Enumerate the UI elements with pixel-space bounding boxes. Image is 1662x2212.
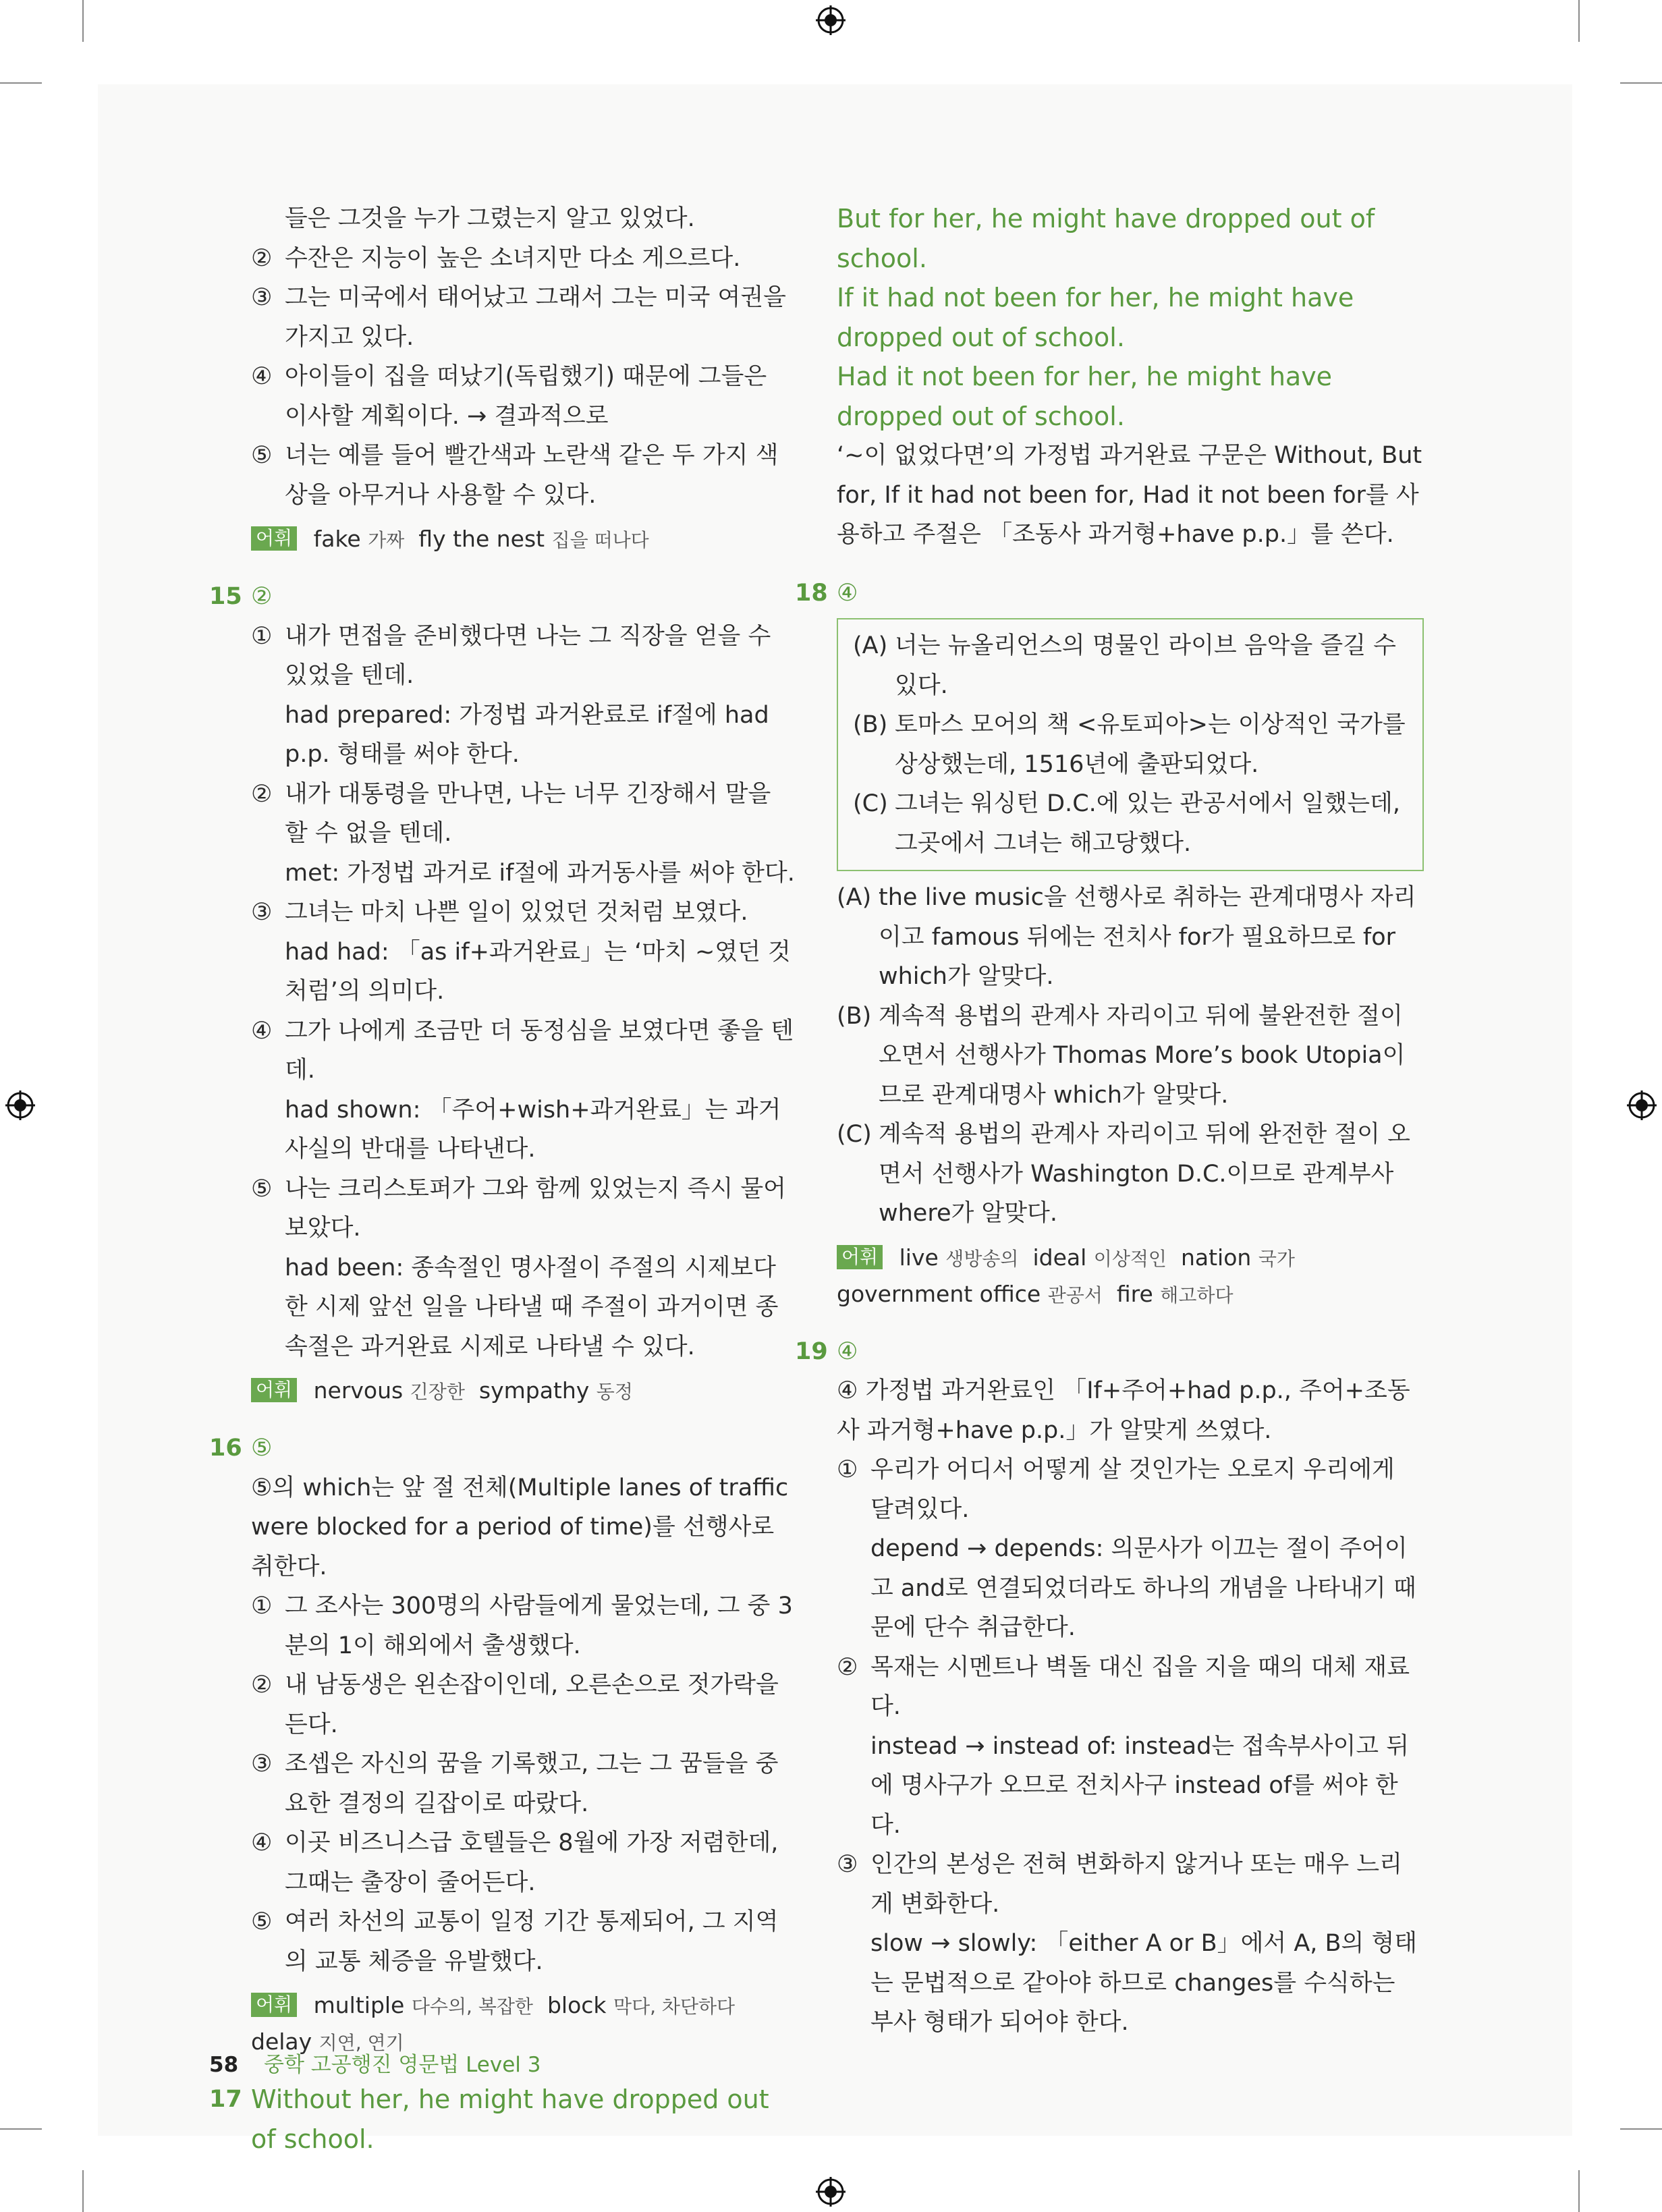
item-marker: ② [251,1671,273,1698]
item-marker: (B) [837,1002,872,1030]
vocab-meaning: 집을 떠나다 [551,529,649,551]
crop-mark [0,2128,42,2130]
answer-alternative: If it had not been for her, he might have dropped out of school. [837,283,1354,352]
vocab-meaning: 이상적인 [1093,1247,1167,1270]
vocab-word: fly the nest [418,526,545,552]
item-text: 우리가 어디서 어떻게 살 것인가는 오로지 우리에게 달려있다. [870,1456,1395,1523]
item-marker: ③ [251,284,273,311]
question-number: 19 [795,1337,828,1365]
vocab-tag: 어휘 [251,1993,297,2017]
vocab-word: multiple [313,1992,405,2018]
item-note: slow → slowly: 「either A or B」에서 A, B의 형태는 문법적으로 같아야 하므로 changes를 수식하는 부사 형태가 되어야 한다. [870,1930,1418,2036]
item-note: had shown: 「주어+wish+과거완료」는 과거 사실의 반대를 나타낸다. [285,1096,781,1163]
vocab-meaning: 지연, 연기 [318,2032,404,2054]
registration-mark-icon [816,5,846,35]
registration-mark-icon [1627,1090,1657,1120]
explanation: ‘~이 없었다면’의 가정법 과거완료 구문은 Without, But for, If it had not been for, Had it not been for를 사용하고 주절은 「조동사 과거형+have p.p.」를 쓴다. [837,442,1422,548]
registration-mark-icon [816,2177,846,2207]
vocab-meaning: 동정 [596,1381,633,1403]
list-item [209,893,796,933]
item-marker: ⑤ [251,1175,273,1202]
item-marker: ① [251,622,273,650]
item-marker: ③ [251,1750,273,1777]
vocab-word: fire [1116,1280,1153,1307]
item-marker: ① [837,1456,858,1483]
item-marker: (A) [853,632,888,659]
item-text: 아이들이 집을 떠났기(독립했기) 때문에 그들은 이사할 계획이다. → 결과적으로 [285,363,767,430]
list-item [209,1586,796,1665]
list-item [209,1823,796,1902]
vocab-box [209,522,796,558]
vocab-box [837,1240,1424,1313]
item-marker: ⑤ [251,442,273,469]
item-marker: (C) [837,1121,872,1148]
list-item [209,617,796,696]
item-marker: (A) [837,884,872,911]
box-item [853,784,1409,863]
vocab-word: sympathy [478,1377,590,1404]
answer: ④ [837,579,858,607]
answer: ② [251,583,273,610]
answer: Without her, he might have dropped out of school. [251,2084,769,2154]
vocab-word: ideal [1032,1244,1087,1271]
question-number: 17 [209,2086,242,2113]
list-item [837,997,1424,1115]
question-number: 16 [209,1435,242,1462]
vocab-tag: 어휘 [251,526,297,551]
registration-mark-icon [5,1090,35,1120]
question-number: 15 [209,583,242,610]
list-item [209,775,796,854]
crop-mark [1620,82,1662,84]
question-header [795,1332,1424,1372]
item-text: 내가 대통령을 만나면, 나는 너무 긴장해서 말을 할 수 없을 텐데. [285,780,771,847]
item-text: 계속적 용법의 관계사 자리이고 뒤에 불완전한 절이 오면서 선행사가 Thomas More’s book Utopia이므로 관계대명사 which가 알맞다. [879,1002,1406,1109]
vocab-meaning: 해고하다 [1160,1283,1234,1306]
vocab-word: nation [1180,1244,1252,1271]
list-item [837,1450,1424,1529]
vocab-word: block [547,1992,607,2018]
vocab-tag: 어휘 [251,1378,297,1402]
item-text: 그가 나에게 조금만 더 동정심을 보였다면 좋을 텐데. [285,1017,794,1084]
item-text: 이곳 비즈니스급 호텔들은 8월에 가장 저렴한데, 그때는 출장이 줄어든다. [285,1829,779,1896]
item-text: 그녀는 마치 나쁜 일이 있었던 것처럼 보였다. [285,899,748,926]
list-item [837,1845,1424,1924]
item-text: 토마스 모어의 책 <유토피아>는 이상적인 국가를 상상했는데, 1516년에 출판되었다. [895,711,1406,778]
list-item [837,1115,1424,1234]
left-column [209,199,796,2159]
right-column [795,199,1424,2043]
question-header [209,577,796,617]
item-marker: ④ [251,1829,273,1856]
answer-alternative: Had it not been for her, he might have dropped out of school. [837,362,1333,431]
item-text: 내가 면접을 준비했다면 나는 그 직장을 얻을 수 있었을 텐데. [285,622,771,689]
vocab-meaning: 관공서 [1047,1283,1103,1306]
item-marker: ① [251,1593,273,1620]
answer-alternative: But for her, he might have dropped out of school. [837,204,1375,273]
item-marker: ② [251,780,273,808]
item-note: instead → instead of: instead는 접속부사이고 뒤에 명사구가 오므로 전치사구 instead of를 써야 한다. [870,1732,1410,1839]
list-item [209,1169,796,1248]
intro-line [209,199,796,239]
list-item [209,239,796,279]
crop-mark [1578,0,1580,42]
item-text: 나는 크리스토퍼가 그와 함께 있었는지 즉시 물어보았다. [285,1175,786,1242]
vocab-word: live [899,1244,939,1271]
translation-box [837,618,1424,871]
item-marker: ④ [251,1017,273,1045]
item-text: the live music을 선행사로 취하는 관계대명사 자리이고 famous 뒤에는 전치사 for가 필요하므로 for which가 알맞다. [879,884,1416,990]
list-item [209,436,796,515]
box-item [853,705,1409,784]
box-item [853,626,1409,705]
item-marker: ⑤ [251,1908,273,1935]
item-note: depend → depends: 의문사가 이끄는 절이 주어이고 and로 연결되었더라도 하나의 개념을 나타내기 때문에 단수 취급한다. [870,1535,1416,1641]
list-item [209,1665,796,1744]
item-note: met: 가정법 과거로 if절에 과거동사를 써야 한다. [285,859,795,887]
item-marker: (C) [853,790,888,817]
list-item [209,278,796,357]
item-note: had had: 「as if+과거완료」는 ‘마치 ~였던 것처럼’의 의미다. [285,938,791,1005]
vocab-meaning: 가짜 [368,529,405,551]
vocab-word: government office [837,1280,1041,1307]
answer: ⑤ [251,1435,273,1462]
item-marker: (B) [853,711,888,738]
item-text: 들은 그것을 누가 그렸는지 알고 있었다. [285,205,695,232]
item-text: 수잔은 지능이 높은 소녀지만 다소 게으르다. [285,244,741,272]
list-item [837,878,1424,997]
item-text: 너는 뉴올리언스의 명물인 라이브 음악을 즐길 수 있다. [895,632,1396,699]
item-text: 목재는 시멘트나 벽돌 대신 집을 지을 때의 대체 재료다. [870,1653,1410,1720]
vocab-word: nervous [313,1377,404,1404]
vocab-meaning: 생방송의 [945,1247,1019,1270]
explanation: ⑤의 which는 앞 절 전체(Multiple lanes of traffic were blocked for a period of time)를 선행사로 취한다. [251,1474,789,1580]
crop-mark [1578,2170,1580,2212]
item-text: 그 조사는 300명의 사람들에게 물었는데, 그 중 3분의 1이 해외에서 출생했다. [285,1593,793,1659]
question-header [795,574,1424,613]
vocab-word: delay [251,2028,312,2055]
item-text: 내 남동생은 왼손잡이인데, 오른손으로 젓가락을 든다. [285,1671,779,1738]
item-text: 너는 예를 들어 빨간색과 노란색 같은 두 가지 색상을 아무거나 사용할 수 있다. [285,442,779,509]
vocab-meaning: 국가 [1258,1247,1295,1270]
list-item [837,1648,1424,1727]
vocab-tag: 어휘 [837,1245,883,1269]
crop-mark [82,0,84,42]
item-text: 계속적 용법의 관계사 자리이고 뒤에 완전한 절이 오면서 선행사가 Washington D.C.이므로 관계부사 where가 알맞다. [879,1121,1410,1227]
item-marker: ② [251,244,273,272]
item-note: had been: 종속절인 명사절이 주절의 시제보다 한 시제 앞선 일을 나타낼 때 주절이 과거이면 종속절은 과거완료 시제로 나타낼 수 있다. [285,1254,779,1360]
item-text: 그는 미국에서 태어났고 그래서 그는 미국 여권을 가지고 있다. [285,284,786,351]
list-item [209,1012,796,1090]
item-marker: ② [837,1653,858,1681]
question-header [209,1429,796,1468]
item-text: 인간의 본성은 전혀 변화하지 않거나 또는 매우 느리게 변화한다. [870,1851,1402,1918]
list-item [209,1902,796,1981]
question-number: 18 [795,579,828,607]
item-marker: ④ [251,363,273,390]
vocab-word: fake [313,526,361,552]
answer: ④ [837,1337,858,1365]
item-marker: ③ [837,1851,858,1878]
question-header [209,2080,796,2159]
explanation: ④ 가정법 과거완료인 「If+주어+had p.p., 주어+조동사 과거형+have p.p.」가 알맞게 쓰였다. [837,1377,1410,1444]
item-text: 그녀는 워싱턴 D.C.에 있는 관공서에서 일했는데, 그곳에서 그녀는 해고당했다. [895,790,1400,857]
item-note: had prepared: 가정법 과거완료로 if절에 had p.p. 형태를 써야 한다. [285,701,769,768]
vocab-box [209,1373,796,1410]
vocab-meaning: 다수의, 복잡한 [411,1995,533,2018]
vocab-meaning: 막다, 차단하다 [613,1995,736,2018]
list-item [209,357,796,436]
page-footer [209,2047,541,2078]
crop-mark [82,2170,84,2212]
page-number: 58 [209,2053,239,2077]
list-item [209,1744,796,1823]
crop-mark [1620,2128,1662,2130]
vocab-meaning: 긴장한 [410,1381,465,1403]
book-title: 중학 고공행진 영문법 Level 3 [264,2053,541,2077]
item-text: 여러 차선의 교통이 일정 기간 통제되어, 그 지역의 교통 체증을 유발했다. [285,1908,779,1975]
item-text: 조셉은 자신의 꿈을 기록했고, 그는 그 꿈들을 중요한 결정의 길잡이로 따랐다. [285,1750,779,1817]
item-marker: ③ [251,899,273,926]
crop-mark [0,82,42,84]
